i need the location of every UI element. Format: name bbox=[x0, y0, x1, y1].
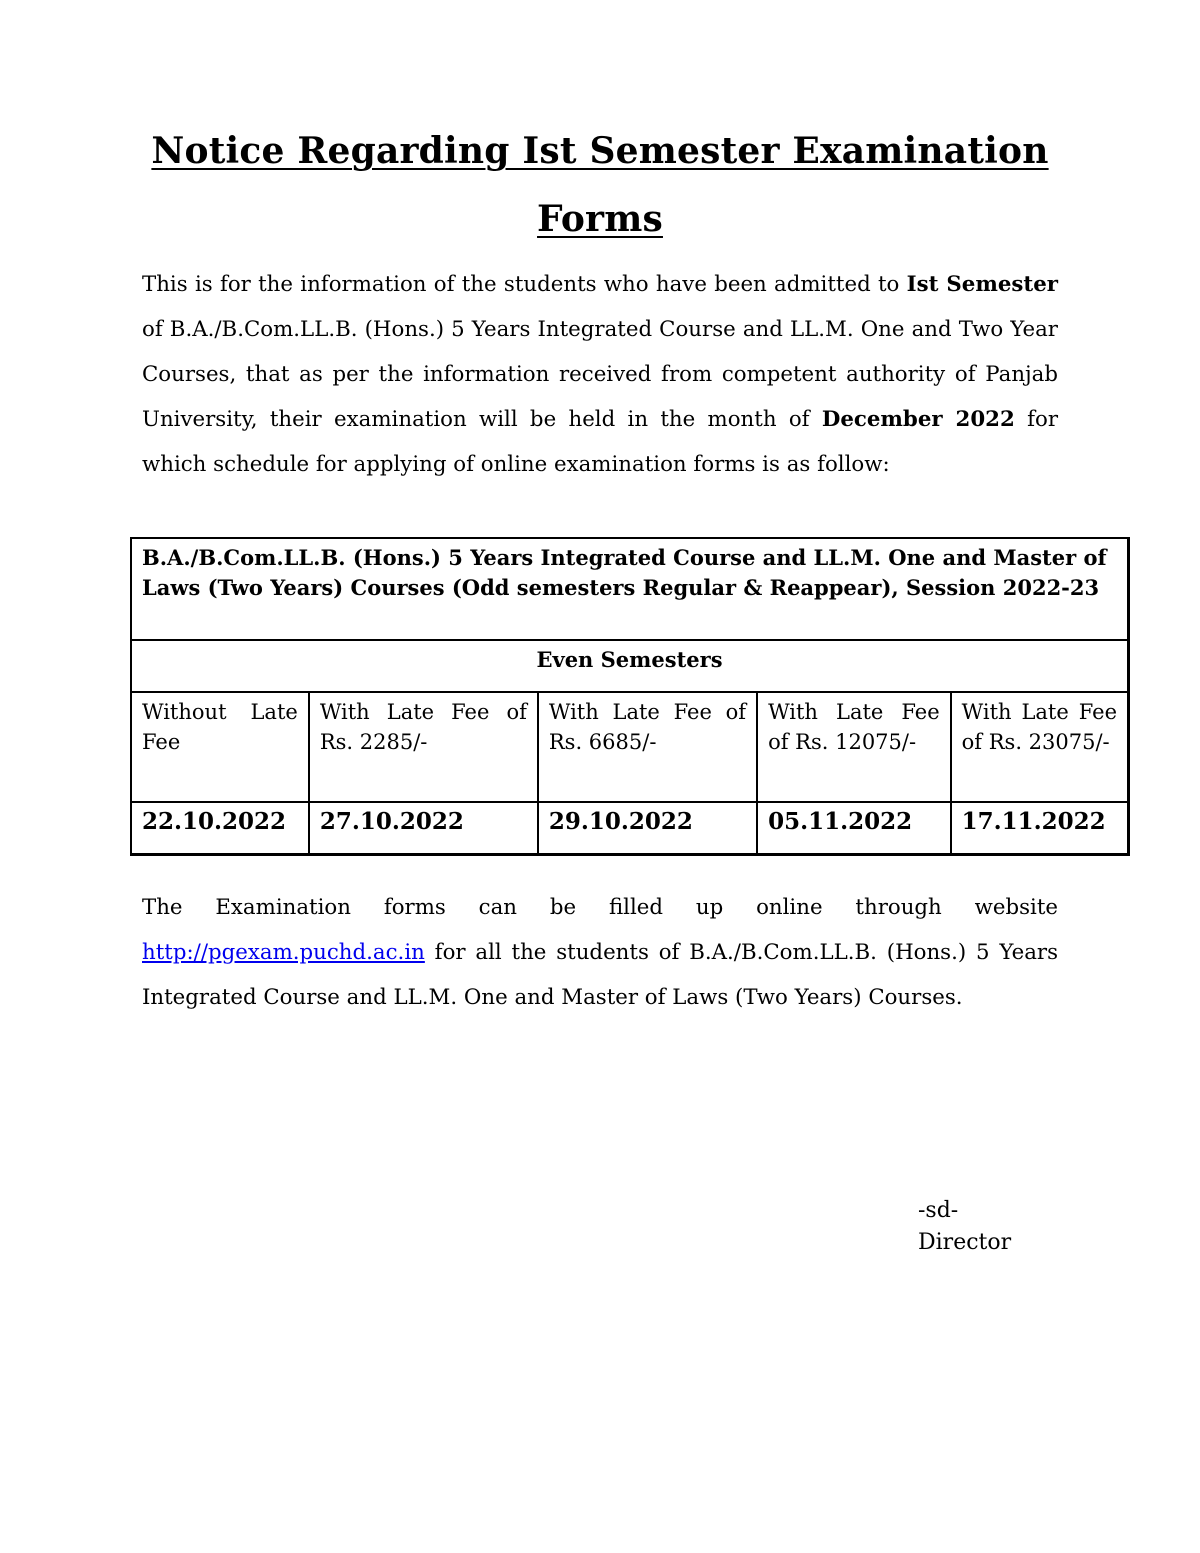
closing-text-1: The Examination forms can be filled up online through website bbox=[142, 895, 1058, 920]
date-row bbox=[131, 802, 1129, 854]
intro-bold-month: December 2022 bbox=[821, 407, 1015, 432]
signature-block bbox=[918, 1195, 1011, 1259]
column-header: With Late Fee of Rs. 23075/- bbox=[951, 692, 1129, 802]
date-cell: 29.10.2022 bbox=[538, 802, 757, 854]
closing-text-2: for all the students of B.A./B.Com.LL.B. (Hons.) 5 Years Integrated Course and LL.M. One and Master of Laws (Two Years) Courses. bbox=[142, 940, 1058, 1010]
column-header: With Late Fee of Rs. 6685/- bbox=[538, 692, 757, 802]
even-semesters-heading: Even Semesters bbox=[131, 640, 1129, 692]
website-link[interactable]: http://pgexam.puchd.ac.in bbox=[142, 940, 425, 965]
intro-text-1: This is for the information of the students who have been admitted to bbox=[142, 272, 907, 297]
column-header: Without Late Fee bbox=[131, 692, 309, 802]
notice-title-line-1: Notice Regarding Ist Semester Examination bbox=[151, 130, 1049, 172]
signature-sd: -sd- bbox=[918, 1198, 959, 1223]
table-subheading-row bbox=[131, 640, 1129, 692]
closing-paragraph bbox=[142, 885, 1058, 1020]
intro-text-3: for which schedule for applying of online examination forms is as follow: bbox=[142, 407, 1058, 477]
signature-designation: Director bbox=[918, 1230, 1012, 1255]
schedule-table bbox=[130, 537, 1130, 856]
intro-paragraph bbox=[142, 262, 1058, 487]
date-cell: 22.10.2022 bbox=[131, 802, 309, 854]
date-cell: 27.10.2022 bbox=[309, 802, 538, 854]
notice-title-line-2: Forms bbox=[537, 198, 663, 240]
intro-bold-semester: Ist Semester bbox=[906, 272, 1058, 297]
date-cell: 05.11.2022 bbox=[757, 802, 951, 854]
column-header: With Late Fee of Rs. 2285/- bbox=[309, 692, 538, 802]
table-heading-row bbox=[131, 538, 1129, 640]
column-header: With Late Fee of Rs. 12075/- bbox=[757, 692, 951, 802]
intro-text-2: of B.A./B.Com.LL.B. (Hons.) 5 Years Integrated Course and LL.M. One and Two Year Courses, that as per the information received from competent authority of Panjab University, their examination will be held in the month of bbox=[142, 317, 1058, 432]
date-cell: 17.11.2022 bbox=[951, 802, 1129, 854]
table-heading: B.A./B.Com.LL.B. (Hons.) 5 Years Integrated Course and LL.M. One and Master of Laws (Two Years) Courses (Odd semesters Regular & Reappear), Session 2022-23 bbox=[131, 538, 1129, 640]
fee-header-row bbox=[131, 692, 1129, 802]
